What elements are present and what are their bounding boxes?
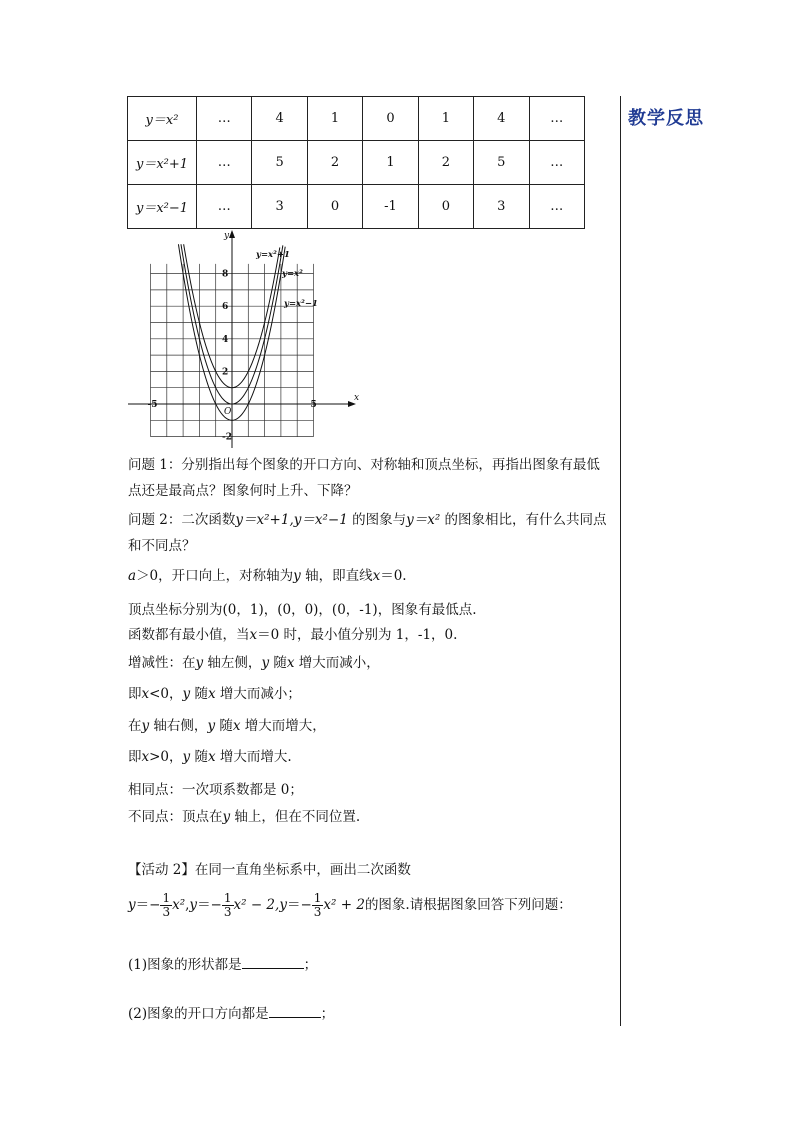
blank-1-field[interactable] <box>242 954 304 969</box>
blank-1-label: (1)图象的形状都是 <box>128 957 242 973</box>
f3-den: 3 <box>313 905 322 919</box>
f1-sep: , <box>185 897 190 913</box>
d-c: 轴上，但在不同位置. <box>230 809 361 825</box>
m3-e: 随 <box>215 718 233 734</box>
f3-num: 1 <box>313 891 322 905</box>
min-var-x: x <box>249 627 258 643</box>
tick-label-y: 6 <box>222 302 229 313</box>
q2-text-b: 的图象与 <box>347 512 407 528</box>
a-var: a <box>128 568 137 584</box>
question-2-line-1 <box>128 510 607 530</box>
f1-den: 3 <box>162 905 171 919</box>
m1-d: y <box>261 655 270 671</box>
d-a: 不同点：顶点在 <box>128 809 223 825</box>
function-values-table <box>127 96 585 229</box>
table-cell: 5 <box>252 141 307 185</box>
curve-label-x2-plus-1: y=x²+1 <box>256 250 290 260</box>
tick-label-y: -2 <box>222 432 232 443</box>
m2-e: 随 <box>190 686 208 702</box>
a-text-1: ＞0，开口向上，对称轴为 <box>136 568 294 584</box>
table-cell: 4 <box>252 97 307 141</box>
parabola-graph <box>126 230 366 452</box>
a-var-y: y <box>293 568 301 584</box>
blank-question-1 <box>128 954 317 975</box>
f3-expr: x² + 2 <box>323 897 365 913</box>
table-cell: 1 <box>418 97 473 141</box>
f1-eq: ＝− <box>135 897 161 913</box>
table-func-cell: y＝x²−1 <box>128 185 197 229</box>
m4-b: x <box>141 749 150 765</box>
table-cell: 4 <box>474 97 529 141</box>
table-func-cell: y＝x²+1 <box>128 141 197 185</box>
table-cell: 3 <box>474 185 529 229</box>
tick-label-x-neg5: -5 <box>147 400 158 410</box>
f2-frac <box>222 892 234 919</box>
table-cell: 2 <box>418 141 473 185</box>
table-cell: … <box>529 141 584 185</box>
formula-tail: 的图象.请根据图象回答下列问题： <box>364 897 572 913</box>
m2-a: 即 <box>128 686 142 702</box>
question-2-line-2: 和不同点？ <box>128 538 196 554</box>
table-cell: 5 <box>474 141 529 185</box>
blank-2-end: ； <box>320 1006 335 1022</box>
table-cell: … <box>529 97 584 141</box>
m3-c: 轴右侧， <box>149 718 208 734</box>
f1-x2: x² <box>172 897 186 913</box>
min-text-1: 函数都有最小值，当 <box>128 627 250 643</box>
table-cell: … <box>197 185 252 229</box>
same-point-line: 相同点：一次项系数都是 0； <box>128 782 303 798</box>
m1-e: 随 <box>269 655 287 671</box>
table-cell: 1 <box>363 141 418 185</box>
table-cell: … <box>197 141 252 185</box>
m4-g: 增大而增大. <box>215 749 292 765</box>
m4-e: 随 <box>190 749 208 765</box>
m2-d: y <box>182 686 191 702</box>
a-text-3: ＝0. <box>380 568 407 584</box>
f1-num: 1 <box>162 891 171 905</box>
x-axis-label: x <box>354 393 360 403</box>
f3-y: y <box>279 897 287 913</box>
activity-2-heading: 【活动 2】在同一直角坐标系中，画出二次函数 <box>128 862 411 878</box>
teaching-reflection-title: 教学反思 <box>628 108 704 129</box>
monotonic-line-1 <box>128 653 380 673</box>
curve-label-x2-minus-1: y=x²−1 <box>284 299 318 309</box>
m4-d: y <box>182 749 191 765</box>
diff-point-line <box>128 807 360 827</box>
m2-b: x <box>141 686 150 702</box>
y-axis-arrow <box>229 230 235 238</box>
tick-label-x-5: 5 <box>310 400 317 410</box>
min-text-2: ＝0 时，最小值分别为 1，-1，0. <box>257 627 458 643</box>
m2-c: <0， <box>149 686 183 702</box>
answer-opening <box>128 566 407 586</box>
activity-2-formula <box>128 890 572 920</box>
blank-1-end: ； <box>303 957 318 973</box>
table-cell: … <box>529 185 584 229</box>
table-cell: 2 <box>307 141 362 185</box>
f1-frac <box>160 892 172 919</box>
m3-d: y <box>207 718 216 734</box>
m4-f: x <box>207 749 216 765</box>
m3-g: 增大而增大， <box>240 718 326 734</box>
f2-expr: x² − 2, <box>233 897 280 913</box>
m2-f: x <box>207 686 216 702</box>
curve-label-x2: y=x² <box>282 269 303 279</box>
margin-divider <box>620 96 621 1026</box>
q2-text-c: 的图象相比，有什么共同点 <box>440 512 607 528</box>
table-cell: … <box>197 97 252 141</box>
f2-den: 3 <box>223 905 232 919</box>
table-cell: 0 <box>418 185 473 229</box>
table-func-cell: y＝x² <box>128 97 197 141</box>
f2-eq: ＝− <box>197 897 222 913</box>
monotonic-line-2 <box>128 684 301 704</box>
table-cell: 3 <box>252 185 307 229</box>
table-cell: 1 <box>307 97 362 141</box>
question-1-line-2: 点还是最高点？图象何时上升、下降？ <box>128 483 358 499</box>
f3-frac <box>312 892 324 919</box>
table-row <box>128 141 585 185</box>
q2-math-b: y＝x² <box>406 512 441 528</box>
tick-label-y: 2 <box>222 367 229 378</box>
f3-eq: ＝− <box>286 897 312 913</box>
monotonic-line-3 <box>128 716 326 736</box>
m1-a: 增减性：在 <box>128 655 196 671</box>
blank-question-2 <box>128 1003 334 1024</box>
m1-c: 轴左侧， <box>203 655 262 671</box>
tick-label-y: 4 <box>222 334 229 345</box>
m2-g: 增大而减小； <box>215 686 301 702</box>
m4-a: 即 <box>128 749 142 765</box>
tick-label-y: 8 <box>222 269 229 280</box>
f2-y: y <box>189 897 198 913</box>
table-row <box>128 185 585 229</box>
q2-text-a: 问题 2：二次函数 <box>128 512 236 528</box>
blank-2-field[interactable] <box>269 1003 321 1018</box>
a-text-2: 轴，即直线 <box>300 568 373 584</box>
monotonic-line-4 <box>128 747 292 767</box>
m1-g: 增大而减小， <box>294 655 380 671</box>
answer-minimum <box>128 625 457 645</box>
blank-2-label: (2)图象的开口方向都是 <box>128 1006 269 1022</box>
m3-a: 在 <box>128 718 142 734</box>
m3-b: y <box>141 718 150 734</box>
f2-num: 1 <box>223 891 232 905</box>
m1-b: y <box>195 655 204 671</box>
question-1-line-1: 问题 1：分别指出每个图象的开口方向、对称轴和顶点坐标，再指出图象有最低 <box>128 457 600 473</box>
y-axis-label: y <box>224 231 230 241</box>
m3-f: x <box>232 718 241 734</box>
table-row <box>128 97 585 141</box>
table-cell: 0 <box>307 185 362 229</box>
m1-f: x <box>286 655 295 671</box>
origin-label: O <box>224 407 232 417</box>
q2-math-a: y＝x²+1,y＝x²−1 <box>235 512 348 528</box>
m4-c: >0， <box>149 749 183 765</box>
d-b: y <box>222 809 231 825</box>
table-cell: 0 <box>363 97 418 141</box>
a-var-x: x <box>372 568 381 584</box>
f1-y: y <box>128 897 136 913</box>
answer-vertex: 顶点坐标分别为(0，1)，(0，0)，(0，-1)，图象有最低点. <box>128 602 477 618</box>
table-cell: -1 <box>363 185 418 229</box>
